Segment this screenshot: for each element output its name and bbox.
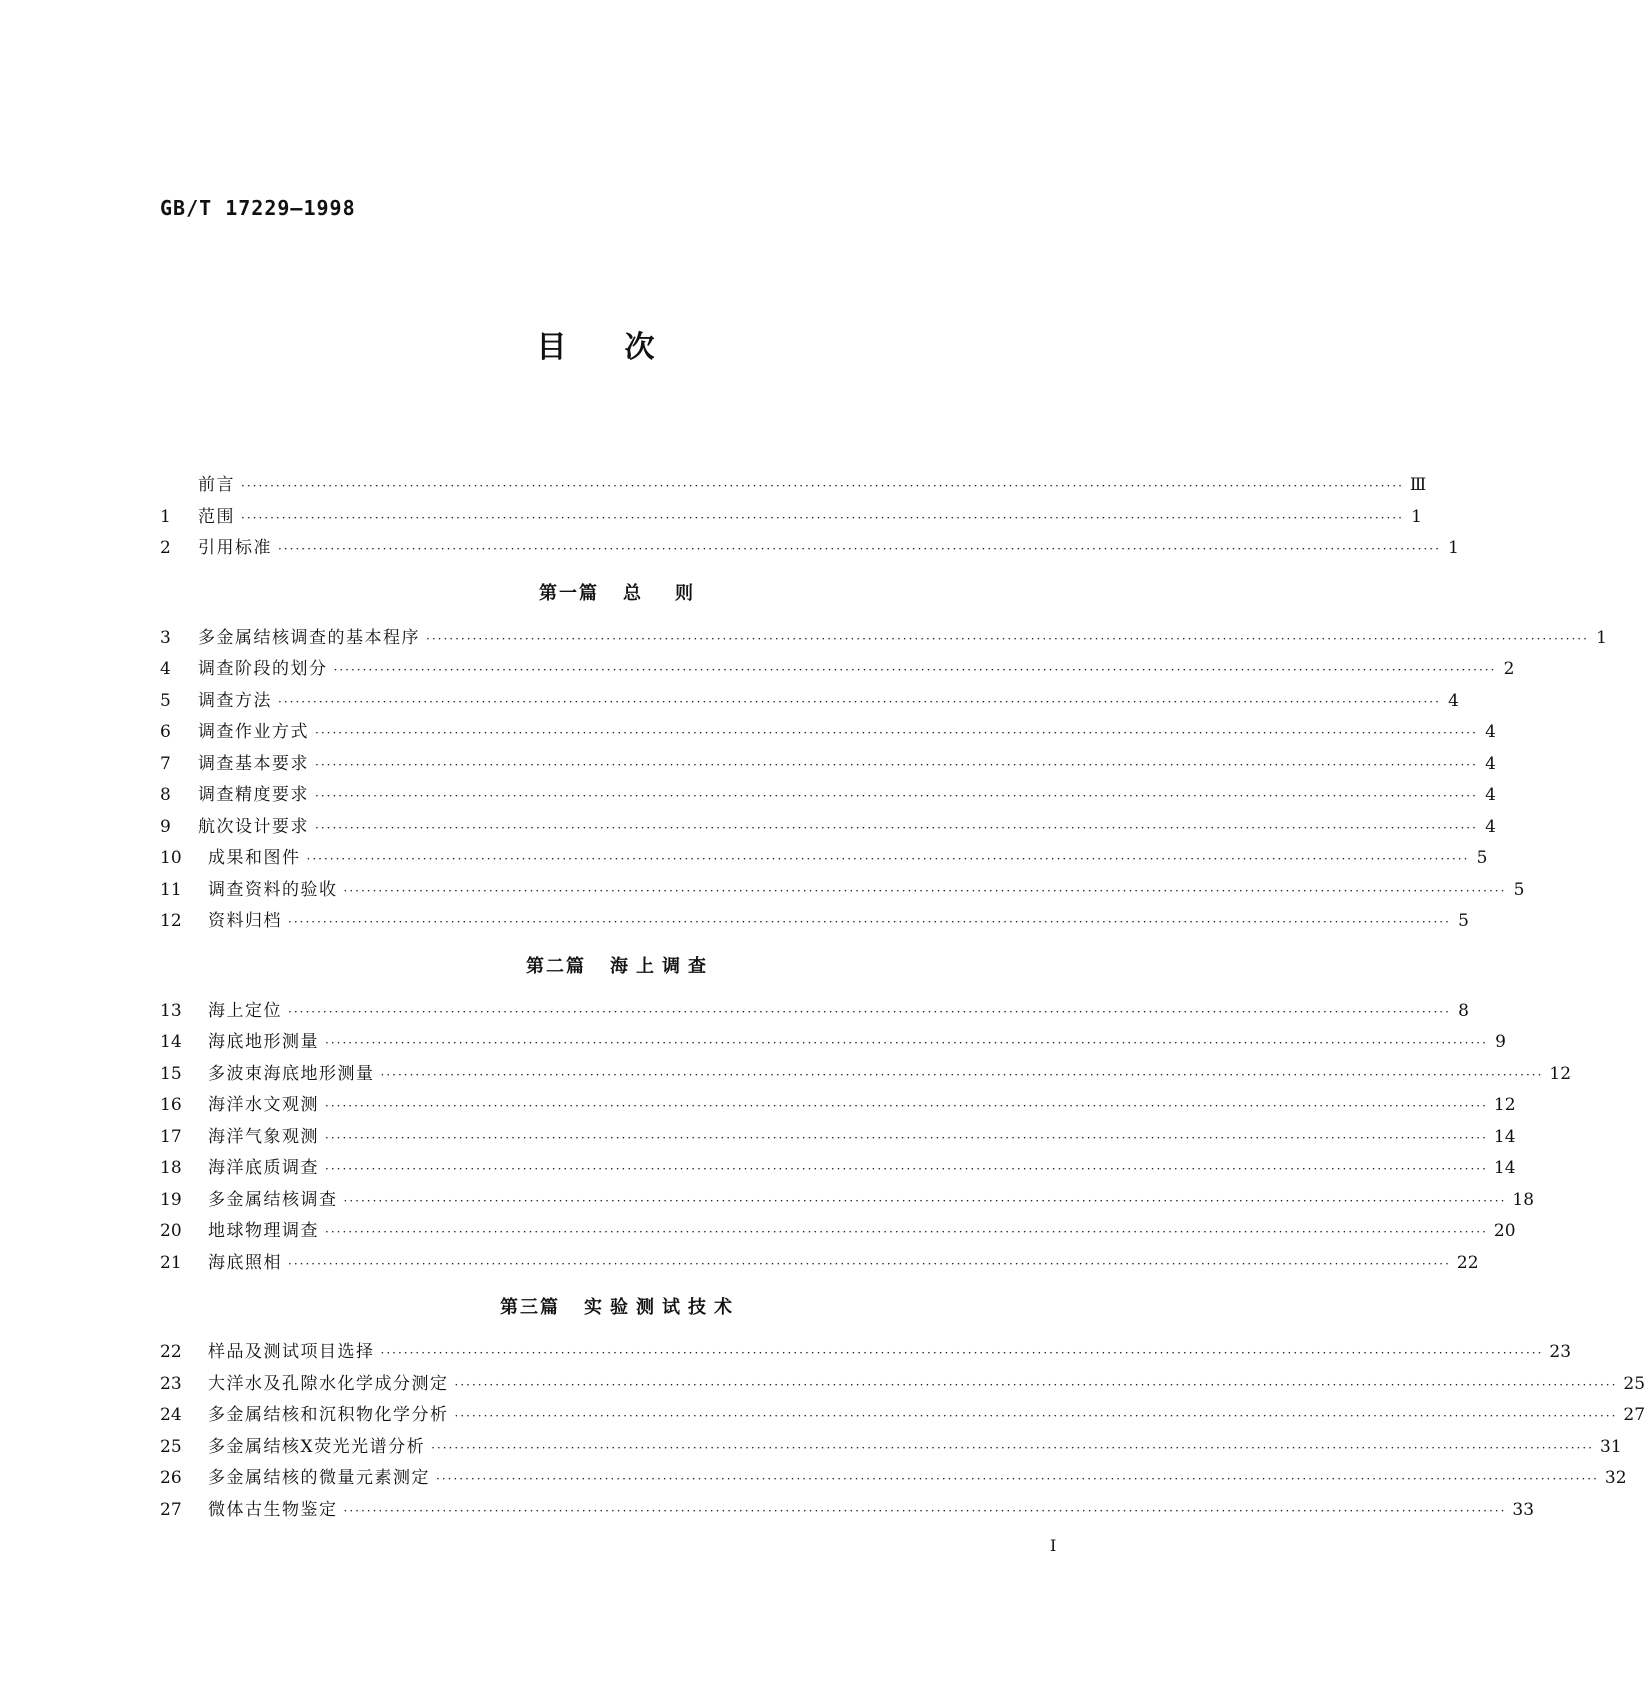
toc-entry-number: 13 [160,1000,182,1021]
toc-entry[interactable] [160,1337,1572,1369]
part-number: 第一篇 [539,582,599,604]
toc-entry[interactable] [160,1432,1622,1464]
dot-leader: ········································································································································································································ [325,1099,1488,1113]
toc-entry-page: 1 [1448,538,1459,558]
dot-leader: ········································································································································································································ [325,1162,1488,1176]
dot-leader: ········································································································································································································ [454,1377,1618,1392]
toc-entry-label: 引用标准 [198,538,272,558]
toc-entry-label: 地球物理调查 [208,1221,319,1241]
toc-entry[interactable] [160,812,1496,844]
dot-leader: ········································································································································································································ [380,1067,1544,1082]
dot-leader: ········································································································································································································ [325,1036,1488,1050]
toc-entry[interactable] [160,1059,1572,1091]
toc-entry-number: 1 [160,506,171,527]
table-of-contents [160,470,1645,1526]
toc-entry-number: 22 [160,1342,182,1362]
toc-entry-page: 8 [1458,1000,1469,1021]
toc-entry-number: 16 [160,1095,182,1115]
dot-leader: ········································································································································································································ [343,883,1507,898]
dot-leader: ········································································································································································································ [325,1130,1488,1145]
part-heading [160,565,1080,623]
toc-entry[interactable] [160,906,1469,938]
toc-entry-page: 23 [1549,1342,1572,1362]
toc-entry-label: 成果和图件 [208,848,301,868]
dot-leader: ········································································································································································································ [315,820,1478,835]
dot-leader: ········································································································································································································ [431,1440,1594,1455]
toc-entry[interactable] [160,1216,1516,1248]
toc-entry-page: 14 [1493,1158,1516,1178]
toc-entry-label: 海上定位 [208,1000,282,1021]
toc-entry-page: 2 [1503,659,1515,679]
toc-entry-page: 12 [1493,1095,1516,1115]
part-heading [160,1279,1080,1337]
toc-entry-label: 调查方法 [198,690,272,711]
toc-entry[interactable] [160,533,1459,565]
toc-entry-number: 6 [160,722,171,742]
dot-leader: ········································································································································································································ [315,726,1478,740]
toc-entry-page: 31 [1600,1436,1622,1457]
toc-entry-label: 范围 [198,506,235,527]
dot-leader: ········································································································································································································ [343,1193,1507,1208]
toc-entry-number: 26 [160,1468,182,1488]
toc-entry[interactable] [160,1090,1516,1122]
part-number: 第二篇 [526,955,586,977]
toc-entry-number: 2 [160,538,171,558]
toc-entry-label: 多金属结核的微量元素测定 [208,1468,430,1488]
toc-entry-number: 8 [160,785,171,805]
toc-entry-label: 多金属结核和沉积物化学分析 [208,1405,449,1425]
toc-entry-number: 19 [160,1189,182,1210]
toc-entry-label: 调查阶段的划分 [198,659,328,679]
toc-entry-number: 15 [160,1063,182,1084]
toc-entry-number: 23 [160,1373,182,1394]
toc-entry-number: 17 [160,1126,182,1147]
toc-entry-number: 25 [160,1436,182,1457]
toc-entry-page: 4 [1485,722,1496,742]
toc-entry-label: 调查基本要求 [198,753,309,774]
toc-entry-number: 10 [160,848,182,868]
toc-entry[interactable] [160,1248,1479,1280]
toc-entry-label: 前言 [198,475,235,495]
toc-entry-page: 5 [1476,848,1488,868]
dot-leader: ········································································································································································································ [241,510,1404,525]
toc-entry-number: 12 [160,911,182,931]
toc-entry-label: 海洋水文观测 [208,1095,319,1115]
toc-entry-page: 14 [1493,1126,1516,1147]
toc-entry-label: 多金属结核调查 [208,1189,338,1210]
dot-leader: ········································································································································································································ [288,1004,1451,1019]
dot-leader: ········································································································································································································ [333,663,1497,677]
toc-entry[interactable] [160,502,1422,534]
toc-entry-label: 海底地形测量 [208,1032,319,1052]
part-title: 实验测试技术 [584,1297,740,1318]
toc-entry-page: 33 [1512,1499,1535,1520]
toc-entry-page: 1 [1411,506,1422,527]
dot-leader: ········································································································································································································ [241,479,1404,493]
toc-entry-page: 22 [1456,1252,1479,1273]
page-number: Ⅰ [1050,1536,1057,1555]
toc-entry[interactable] [160,1495,1535,1527]
part-title: 海上调查 [610,955,714,977]
toc-entry-page: 27 [1623,1405,1645,1425]
toc-entry[interactable] [160,875,1525,907]
dot-leader: ········································································································································································································ [288,915,1451,929]
toc-entry-number: 9 [160,816,171,837]
toc-entry-page: 18 [1512,1189,1535,1210]
dot-leader: ········································································································································································································ [380,1346,1544,1360]
dot-leader: ········································································································································································································ [315,757,1478,772]
toc-entry[interactable] [160,1185,1535,1217]
toc-entry-page: 5 [1458,911,1469,931]
toc-entry-number: 3 [160,627,171,648]
toc-entry-page: 4 [1448,690,1459,711]
toc-entry-page: 4 [1485,785,1496,805]
toc-entry[interactable] [160,996,1469,1028]
toc-entry-page: 1 [1596,627,1607,648]
toc-entry-page: 20 [1493,1221,1516,1241]
toc-entry[interactable] [160,780,1496,812]
toc-entry[interactable] [160,717,1496,749]
toc-entry-label: 大洋水及孔隙水化学成分测定 [208,1373,449,1394]
toc-entry[interactable] [160,470,1427,502]
toc-entry[interactable] [160,1153,1516,1185]
toc-entry[interactable] [160,1369,1645,1401]
toc-entry-page: 25 [1623,1373,1645,1394]
dot-leader: ········································································································································································································ [426,631,1589,646]
toc-entry[interactable] [160,623,1607,655]
toc-entry-label: 微体古生物鉴定 [208,1499,338,1520]
toc-entry-page: 12 [1549,1063,1572,1084]
toc-entry-number: 4 [160,659,171,679]
toc-entry-page: 32 [1604,1468,1627,1488]
toc-entry-label: 多波束海底地形测量 [208,1063,375,1084]
toc-entry[interactable] [160,1027,1506,1059]
toc-entry-label: 海底照相 [208,1252,282,1273]
toc-entry-label: 样品及测试项目选择 [208,1342,375,1362]
toc-entry[interactable] [160,686,1459,718]
toc-entry-number: 18 [160,1158,182,1178]
toc-entry-number: 20 [160,1221,182,1241]
toc-entry-number: 14 [160,1032,182,1052]
dot-leader: ········································································································································································································ [325,1225,1488,1239]
toc-entry-label: 海洋气象观测 [208,1126,319,1147]
toc-entry-label: 调查资料的验收 [208,879,338,900]
toc-entry[interactable] [160,843,1488,875]
part-heading [160,938,1080,996]
toc-entry-number: 7 [160,753,171,774]
toc-entry-label: 航次设计要求 [198,816,309,837]
toc-entry-label: 调查精度要求 [198,785,309,805]
toc-entry-number: 11 [160,879,182,900]
dot-leader: ········································································································································································································ [436,1472,1599,1486]
toc-entry-label: 调查作业方式 [198,722,309,742]
toc-entry[interactable] [160,749,1496,781]
dot-leader: ········································································································································································································ [343,1503,1507,1518]
toc-entry-label: 多金属结核X荧光光谱分析 [208,1436,426,1457]
toc-entry[interactable] [160,1400,1645,1432]
page-title: 目次 [536,330,713,365]
toc-entry-page: 9 [1495,1032,1506,1052]
toc-entry-label: 海洋底质调查 [208,1158,319,1178]
toc-entry-label: 资料归档 [208,911,282,931]
toc-entry-number: 24 [160,1405,182,1425]
toc-entry-label: 多金属结核调查的基本程序 [198,627,420,648]
toc-entry-page: 4 [1485,816,1496,837]
toc-entry-number: 21 [160,1252,182,1273]
toc-entry-number: 5 [160,690,171,711]
toc-entry-page: 5 [1513,879,1525,900]
dot-leader: ········································································································································································································ [306,852,1470,866]
toc-entry[interactable] [160,1122,1516,1154]
toc-entry[interactable] [160,1463,1627,1495]
toc-entry-page: 4 [1485,753,1496,774]
dot-leader: ········································································································································································································ [454,1409,1618,1423]
dot-leader: ········································································································································································································ [278,694,1441,709]
toc-entry-number: 27 [160,1499,182,1520]
part-title: 总 则 [623,582,701,604]
part-number: 第三篇 [500,1297,560,1318]
standard-code: GB/T 17229—1998 [160,196,356,220]
toc-entry-page: Ⅲ [1409,475,1427,495]
dot-leader: ········································································································································································································ [278,542,1441,556]
dot-leader: ········································································································································································································ [288,1256,1451,1271]
dot-leader: ········································································································································································································ [315,789,1478,803]
toc-entry[interactable] [160,654,1515,686]
